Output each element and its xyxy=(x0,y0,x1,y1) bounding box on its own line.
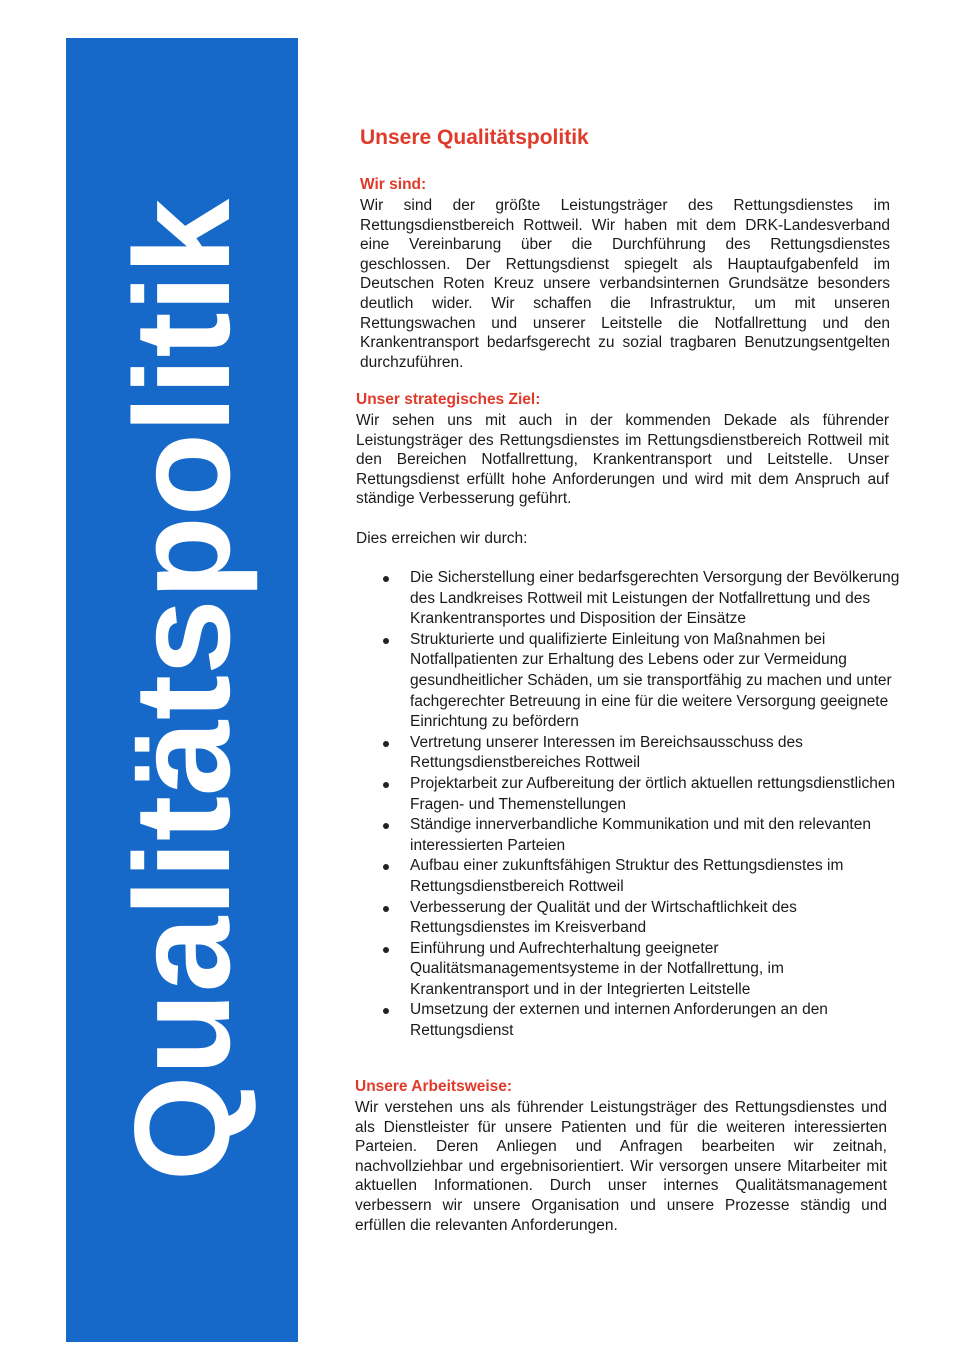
list-item-text: Umsetzung der externen und internen Anforderungen an den Rettungsdienst xyxy=(410,1001,828,1040)
list-item xyxy=(355,1000,900,1041)
paragraph-arbeitsweise: Wir verstehen uns als führender Leistungsträger des Rettungsdienstes und als Dienstleister für unsere Patienten und für die weiteren interessierten Parteien. Deren Anliegen und Anfragen bearbeiten wir zeitnah, nachvollziehbar und ergebnisorientiert. Wir versorgen unsere Mitarbeiter mit aktuellen Informationen. Durch unser internes Qualitätsmanagement verbessern wir unsere Organisation und unsere Prozesse ständig und erfüllen die relevanten Anforderungen. xyxy=(355,1099,887,1234)
list-item xyxy=(355,856,900,897)
bullet-icon xyxy=(383,638,389,644)
list-item xyxy=(355,815,900,856)
list-item xyxy=(355,898,900,939)
bullet-icon xyxy=(383,782,389,788)
list-item xyxy=(355,733,900,774)
list-item-text: Die Sicherstellung einer bedarfsgerechten Versorgung der Bevölkerung des Landkreises Rottweil mit Leistungen der Notfallrettung und des Krankentransportes und Disposition der Einsätze xyxy=(410,569,900,628)
paragraph-wir-sind: Wir sind der größte Leistungsträger des Rettungsdienstes im Rettungsdienstbereich Rottweil. Wir haben mit dem DRK-Landesverband eine Vereinbarung über die Durchführung des Rettungsdienstes geschlossen. Der Rettungsdienst spiegelt als Hauptaufgabenfeld im Deutschen Roten Kreuz unsere verbandsinternen Grundsätze besonders deutlich wider. Wir schaffen die Infrastruktur, um mit unseren Rettungswachen und unserer Leitstelle die Notfallrettung und den Krankentransport bedarfsgerecht zu sozial tragbaren Benutzungsentgelten durchzuführen. xyxy=(360,197,890,371)
list-item xyxy=(355,630,900,733)
list-item-text: Ständige innerverbandliche Kommunikation und mit den relevanten interessierten Parteien xyxy=(410,816,871,854)
list-item xyxy=(355,568,900,630)
paragraph-strategisches-ziel: Wir sehen uns mit auch in der kommenden Dekade als führender Leistungsträger des Rettungsdienstes im Rettungsdienstbereich Rottweil mit den Bereichen Notfallrettung, Krankentransport und Leitstelle. Unser Rettungsdienst erfüllt hohe Anforderungen und wird mit dem Anspruch auf ständige Verbesserung geführt. xyxy=(356,412,889,508)
bullet-icon xyxy=(383,741,389,747)
list-item-text: Strukturierte und qualifizierte Einleitung von Maßnahmen bei Notfallpatienten zur Erhaltung des Lebens oder zur Vermeidung gesundheitlicher Schäden, um sie transportfähig zu machen und unter fachgerechter Betreuung in eine für die weitere Versorgung geeignete Einrichtung zu befördern xyxy=(410,630,892,731)
measures-list xyxy=(355,568,900,1042)
bullet-icon xyxy=(383,1008,389,1014)
bullet-icon xyxy=(383,823,389,829)
bullet-icon xyxy=(383,906,389,912)
page-title: Unsere Qualitätspolitik xyxy=(360,126,589,149)
list-item-text: Aufbau einer zukunftsfähigen Struktur des Rettungsdienstes im Rettungsdienstbereich Rottweil xyxy=(410,857,844,895)
list-item xyxy=(355,939,900,1001)
bullet-icon xyxy=(383,947,389,953)
vertical-title: Qualitätspolitik xyxy=(106,198,258,1182)
list-item-text: Vertretung unserer Interessen im Bereichsausschuss des Rettungsdienstbereiches Rottweil xyxy=(410,733,803,772)
list-item-text: Verbesserung der Qualität und der Wirtschaftlichkeit des Rettungsdienstes im Kreisverband xyxy=(410,898,797,937)
intro-text: Dies erreichen wir durch: xyxy=(356,530,528,547)
section-label-strategisches-ziel: Unser strategisches Ziel: xyxy=(356,391,541,408)
list-item-text: Projektarbeit zur Aufbereitung der örtlich aktuellen rettungsdienstlichen Fragen- und Themenstellungen xyxy=(410,774,896,813)
bullet-icon xyxy=(383,576,389,582)
list-item-text: Einführung und Aufrechterhaltung geeigneter Qualitätsmanagementsysteme in der Notfallrettung, im Krankentransport und in der Integrierten Leitstelle xyxy=(410,939,784,998)
section-label-wir-sind: Wir sind: xyxy=(360,176,427,193)
list-item xyxy=(355,774,900,815)
bullet-icon xyxy=(383,864,389,870)
section-label-arbeitsweise: Unsere Arbeitsweise: xyxy=(355,1078,513,1095)
